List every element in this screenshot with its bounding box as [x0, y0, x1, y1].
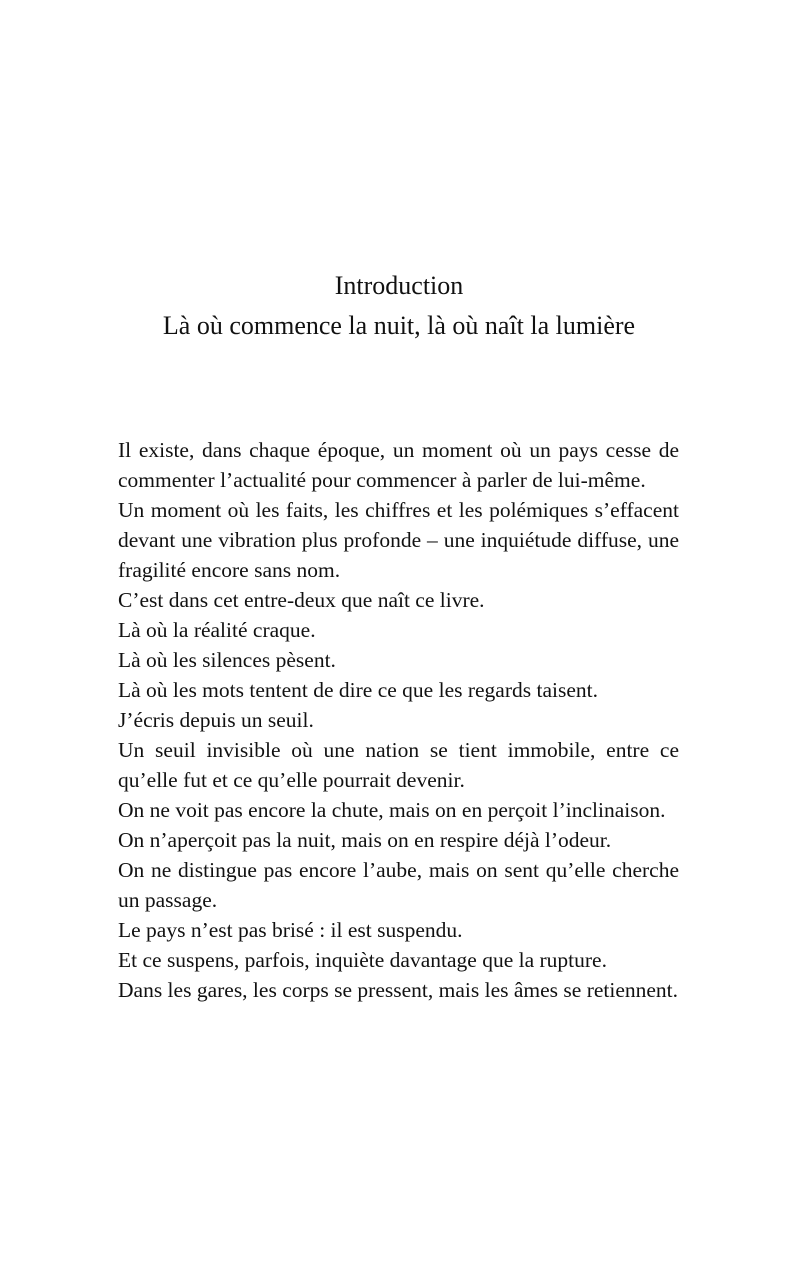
paragraph: On ne voit pas encore la chute, mais on en perçoit l’inclinaison.	[118, 798, 666, 822]
paragraph: Dans les gares, les corps se pressent, mais les âmes se retiennent.	[118, 978, 679, 1002]
paragraph: Un seuil invisible où une nation se tient immobile, entre ce qu’elle fut et ce qu’elle pourrait devenir.	[118, 738, 679, 792]
paragraph: Là où la réalité craque.	[118, 618, 316, 642]
paragraph: C’est dans cet entre-deux que naît ce livre.	[118, 588, 485, 612]
paragraph: Un moment où les faits, les chiffres et les polémiques s’effacent devant une vibration plus profonde – une inquiétude diffuse, une fragilité encore sans nom.	[118, 498, 679, 582]
paragraph: Là où les silences pèsent.	[118, 648, 336, 672]
paragraph: Le pays n’est pas brisé : il est suspendu.	[118, 918, 463, 942]
paragraph: Il existe, dans chaque époque, un moment où un pays cesse de commenter l’actualité pour commencer à parler de lui-même.	[118, 438, 679, 492]
paragraph: Là où les mots tentent de dire ce que les regards taisent.	[118, 678, 599, 702]
chapter-title: Introduction	[334, 271, 464, 300]
paragraph: On ne distingue pas encore l’aube, mais on sent qu’elle cherche un passage.	[118, 858, 679, 912]
paragraph: On n’aperçoit pas la nuit, mais on en respire déjà l’odeur.	[118, 828, 612, 852]
chapter-subtitle: Là où commence la nuit, là où naît la lumière	[162, 311, 636, 340]
paragraph: J’écris depuis un seuil.	[118, 708, 314, 732]
chapter-heading	[0, 266, 798, 346]
paragraph: Et ce suspens, parfois, inquiète davantage que la rupture.	[118, 948, 607, 972]
chapter-body	[118, 435, 679, 1005]
